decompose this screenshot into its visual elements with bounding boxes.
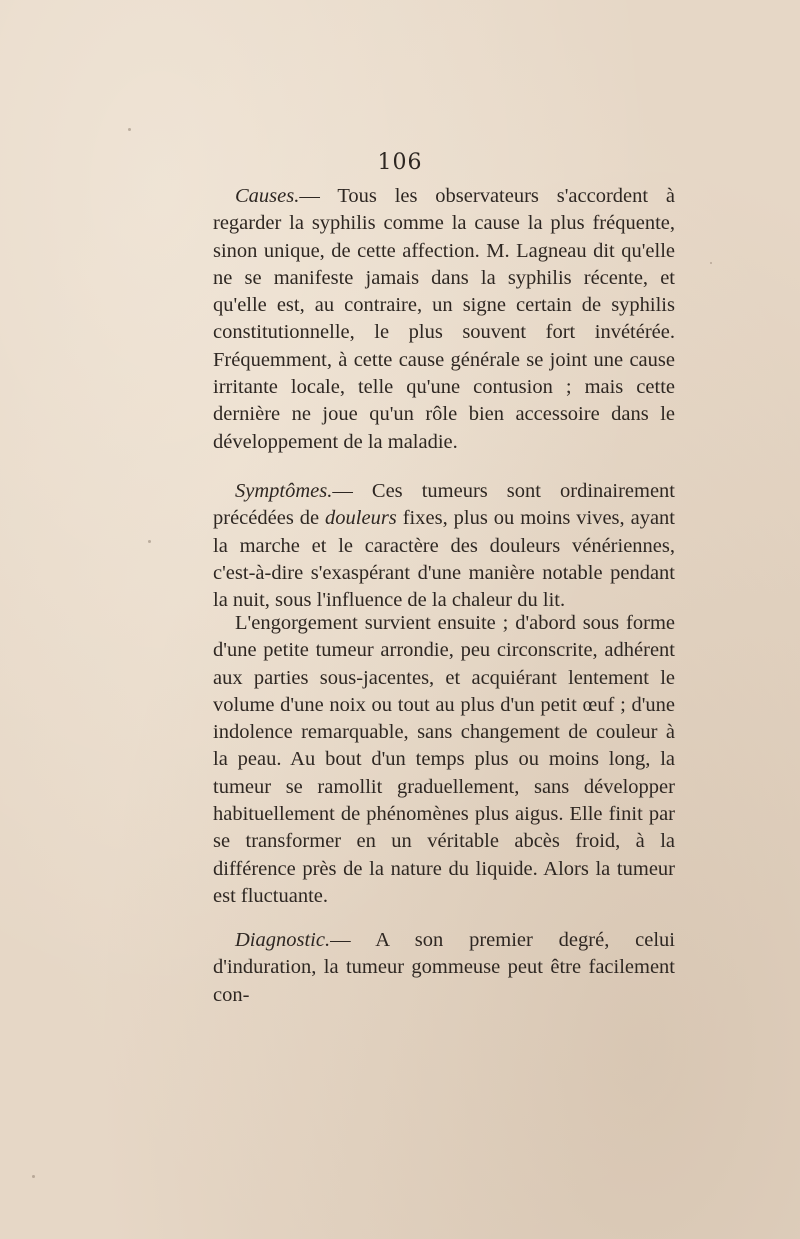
body-text: — Ces tumeurs sont ordinairement précédées de bbox=[213, 480, 675, 530]
body-text: — Tous les observateurs s'accordent à regarder la syphilis comme la cause la plus fréquente, sinon unique, de cette affection. M. Lagneau dit qu'elle ne se manifeste jamais dans la syphilis récente, et qu'elle est, au contraire, un signe certain de syphilis constitutionnelle, le plus souvent fort invétérée. Fréquemment, à cette cause générale se joint une cause irritante locale, telle qu'une contusion ; mais cette dernière ne joue qu'un rôle bien accessoire dans le développement de la maladie. bbox=[213, 185, 675, 453]
section-heading: Symptômes. bbox=[235, 480, 333, 502]
paragraph-diagnostic bbox=[213, 927, 675, 1009]
paper-speck bbox=[148, 540, 151, 543]
body-text: L'engorgement survient ensuite ; d'abord sous forme d'une petite tumeur arrondie, peu circonscrite, adhérent aux parties sous-jacentes, et acquiérant lentement le volume d'une noix ou tout au plus d'un petit œuf ; d'une indolence remarquable, sans changement de couleur à la peau. Au bout d'un temps plus ou moins long, la tumeur se ramollit graduellement, sans développer habituellement de phénomènes plus aigus. Elle finit par se transformer en un véritable abcès froid, à la différence près de la nature du liquide. Alors la tumeur est fluctuante. bbox=[213, 612, 675, 907]
paragraph-text bbox=[213, 610, 675, 910]
paragraph-text bbox=[213, 927, 675, 1009]
paper-speck bbox=[32, 1175, 35, 1178]
paper-speck bbox=[128, 128, 131, 131]
paragraph-causes bbox=[213, 183, 675, 456]
section-heading: Diagnostic. bbox=[235, 929, 331, 951]
paragraph-text bbox=[213, 183, 675, 456]
paragraph-engorgement bbox=[213, 610, 675, 910]
body-text: — A son premier degré, celui d'induration, la tumeur gommeuse peut être facilement con- bbox=[213, 929, 675, 1006]
paper-speck bbox=[710, 262, 712, 264]
section-heading: Causes. bbox=[235, 185, 300, 207]
body-text: fixes, plus ou moins vives, ayant la marche et le caractère des douleurs vénériennes, c'est-à-dire s'exaspérant d'une manière notable pendant la nuit, sous l'influence de la chaleur du lit. bbox=[213, 507, 675, 612]
page-number: 106 bbox=[377, 150, 423, 175]
paragraph-symptomes bbox=[213, 478, 675, 614]
emphasized-text: douleurs bbox=[325, 507, 397, 530]
paragraph-text bbox=[213, 478, 675, 614]
